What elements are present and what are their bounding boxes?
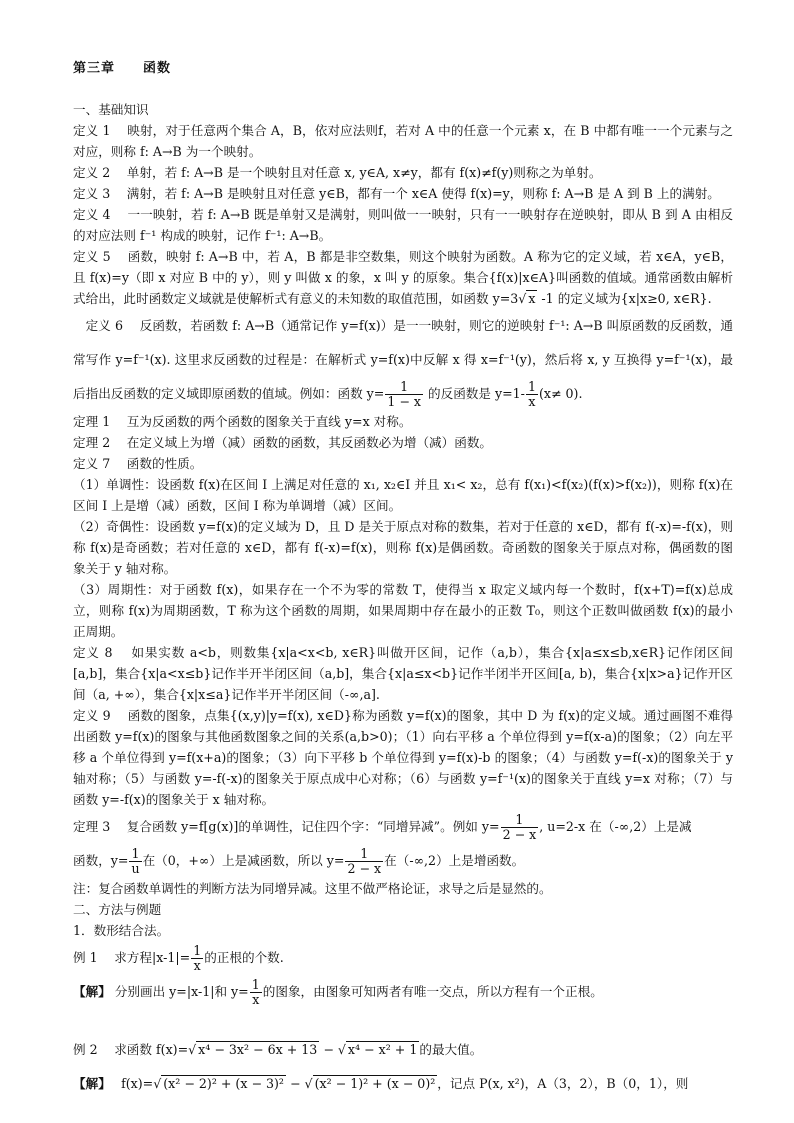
definition-5 (73, 246, 733, 309)
fraction (191, 944, 203, 973)
fraction-denominator: 1 − x (387, 394, 422, 409)
fraction (345, 847, 383, 876)
fraction (385, 380, 423, 409)
fraction-numerator: 1 (345, 847, 383, 862)
fraction (129, 847, 141, 876)
fraction-denominator: 2 − x (502, 827, 537, 842)
property-periodicity: （3）周期性：对于函数 f(x)，如果存在一个不为零的常数 T，使得当 x 取定义域内每一个数时，f(x+T)=f(x)总成立，则称 f(x)为周期函数，T 称为这个函数的周期，如果周期中存在最小的正数 T₀，则这个正数叫做函数 f(x)的最小正周期。 (73, 582, 733, 639)
fraction-numerator: 1 (501, 813, 539, 828)
definition-2: 定义 2 单射，若 f: A→B 是一个映射且对任意 x, y∈A, x≠y，都有 f(x)≠f(y)则称之为单射。 (73, 165, 602, 180)
sqrt-sign: √ (304, 1076, 313, 1091)
example-1-tail: 的正根的个数. (204, 950, 284, 965)
sqrt-radicand: x⁴ − x² + 1 (347, 1042, 418, 1057)
property-parity: （2）奇偶性：设函数 y=f(x)的定义域为 D，且 D 是关于原点对称的数集，若对于任意的 x∈D，都有 f(-x)=-f(x)，则称 f(x)是奇函数；若对任意的 x∈D，都有 f(-x)=f(x)，则称 f(x)是偶函数。奇函数的图象关于原点对称，偶函数的图象关于 y 轴对称。 (73, 519, 733, 576)
minus-sign: − (285, 1076, 305, 1091)
fraction-numerator: 1 (193, 943, 202, 958)
definition-5-tail: -1 的定义域为{x|x≥0, x∈R}. (537, 291, 712, 306)
sqrt-sign: √ (518, 291, 527, 306)
solution-label: 【解】 (73, 984, 111, 999)
fraction (501, 813, 539, 842)
theorem-3-tail: 在（-∞,2）上是增函数。 (384, 853, 525, 868)
example-2 (73, 1033, 733, 1067)
definition-6 (73, 309, 733, 411)
fraction-denominator: x (193, 958, 201, 973)
sqrt-radicand: x (528, 291, 536, 306)
solution-label: 【解】 (73, 1076, 105, 1091)
property-monotonicity: （1）单调性：设函数 f(x)在区间 I 上满足对任意的 x₁, x₂∈I 并且 x₁< x₂，总有 f(x₁)<f(x₂)(f(x)>f(x₂))，则称 f(x)在区间 I 上是增（减）函数，区间 I 称为单调增（减）区间。 (73, 477, 733, 513)
theorem-3-text: 定理 3 复合函数 y=f[g(x)]的单调性，记住四个字：“同增异减”。例如 y= (73, 819, 500, 834)
definition-6-mid: 的反函数是 y=1- (424, 386, 525, 401)
definition-8: 定义 8 如果实数 a<b，则数集{x|a<x<b, x∈R}叫做开区间，记作（a,b），集合{x|a≤x≤b,x∈R}记作闭区间[a,b]，集合{x|a<x≤b}记作半开半闭区间（a,b]，集合{x|a≤x<b}记作半闭半开区间[a, b)，集合{x|x>a}记作开区间（a, +∞），集合{x|x≤a}记作半开半闭区间（-∞,a]. (73, 645, 733, 702)
theorem-3-text-2: 函数，y= (73, 853, 129, 868)
definition-4: 定义 4 一一映射，若 f: A→B 既是单射又是满射，则叫做一一映射，只有一一映射存在逆映射，即从 B 到 A 由相反的对应法则 f⁻¹ 构成的映射，记作 f⁻¹: A→B。 (73, 207, 733, 243)
fraction-denominator: x (528, 394, 536, 409)
spacer (73, 1009, 733, 1033)
method-1-heading: 1．数形结合法。 (73, 923, 170, 938)
definition-3: 定义 3 满射，若 f: A→B 是映射且对任意 y∈B，都有一个 x∈A 使得 f(x)=y，则称 f: A→B 是 A 到 B 上的满射。 (73, 186, 720, 201)
fraction-numerator: 1 (385, 380, 423, 395)
example-1 (73, 941, 733, 975)
chapter-title: 第三章 函数 (73, 61, 172, 76)
example-2-tail: 的最大值。 (419, 1042, 483, 1057)
definition-6-tail: (x≠ 0). (538, 386, 583, 401)
sqrt-sign: √ (153, 1076, 162, 1091)
minus-sign: − (319, 1042, 338, 1057)
solution-1 (73, 975, 733, 1009)
sqrt-radicand: (x² − 1)² + (x − 0)² (314, 1076, 436, 1091)
section-heading-methods: 二、方法与例题 (73, 902, 162, 917)
section-heading-basic: 一、基础知识 (73, 102, 149, 117)
note: 注：复合函数单调性的判断方法为同增异减。这里不做严格论证，求导之后是显然的。 (73, 881, 552, 896)
definition-1: 定义 1 映射，对于任意两个集合 A，B，依对应法则f，若对 A 中的任意一个元素 x，在 B 中都有唯一一个元素与之对应，则称 f: A→B 为一个映射。 (73, 123, 733, 159)
theorem-3-mid: , u=2-x 在（-∞,2）上是减 (539, 819, 692, 834)
definition-6-text: 定义 6 反函数，若函数 f: A→B（通常记作 y=f(x)）是一一映射，则它的逆映射 f⁻¹: A→B 叫原函数的反函数，通常写作 y=f⁻¹(x). 这里求反函数的过程是：在解析式 y=f(x)中反解 x 得 x=f⁻¹(y)，然后将 x, y 互换得 y=f⁻¹(x)，最后指出反函数的定义域即原函数的值域。例如：函数 y= (73, 318, 733, 401)
solution-2-text: f(x)= (104, 1076, 154, 1091)
fraction-numerator: 1 (129, 847, 141, 862)
example-2-text: 例 2 求函数 f(x)= (73, 1042, 189, 1057)
fraction-denominator: u (131, 861, 140, 876)
definition-9: 定义 9 函数的图象，点集{(x,y)|y=f(x), x∈D}称为函数 y=f(x)的图象，其中 D 为 f(x)的定义域。通过画图不难得出函数 y=f(x)的图象与其他函数图象之间的关系(a,b>0)；（1）向右平移 a 个单位得到 y=f(x-a)的图象；（2）向左平移 a 个单位得到 y=f(x+a)的图象；（3）向下平移 b 个单位得到 y=f(x)-b 的图象；（4）与函数 y=f(-x)的图象关于 y 轴对称；（5）与函数 y=-f(-x)的图象关于原点成中心对称；（6）与函数 y=f⁻¹(x)的图象关于直线 y=x 对称；（7）与函数 y=-f(x)的图象关于 x 轴对称。 (73, 708, 733, 807)
fraction-numerator: 1 (251, 977, 260, 992)
sqrt-sign: √ (188, 1042, 197, 1057)
sqrt-radicand: x⁴ − 3x² − 6x + 13 (198, 1042, 318, 1057)
sqrt-radicand: (x² − 2)² + (x − 3)² (163, 1076, 284, 1091)
document-page (73, 58, 733, 1101)
theorem-1: 定理 1 互为反函数的两个函数的图象关于直线 y=x 对称。 (73, 414, 412, 429)
example-1-text: 例 1 求方程|x-1|= (73, 950, 191, 965)
solution-2-tail: ，记点 P(x, x²)，A（3，2），B（0，1），则 (437, 1076, 689, 1091)
definition-7: 定义 7 函数的性质。 (73, 456, 203, 471)
solution-2 (73, 1067, 733, 1101)
fraction-denominator: 2 − x (347, 861, 382, 876)
solution-1-tail: 的图象，由图象可知两者有唯一交点，所以方程有一个正根。 (262, 984, 603, 999)
fraction (526, 380, 538, 409)
fraction-denominator: x (252, 992, 260, 1007)
theorem-3-text-3: 在（0，+∞）上是减函数，所以 y= (142, 853, 345, 868)
theorem-3 (73, 810, 733, 844)
fraction (250, 978, 262, 1007)
theorem-2: 定理 2 在定义域上为增（减）函数的函数，其反函数必为增（减）函数。 (73, 435, 493, 450)
fraction-numerator: 1 (527, 379, 536, 394)
sqrt-sign: √ (337, 1042, 346, 1057)
theorem-3-continued (73, 844, 733, 878)
solution-1-text: 分别画出 y=|x-1|和 y= (110, 984, 249, 999)
definition-5-text: 定义 5 函数，映射 f: A→B 中，若 A，B 都是非空数集，则这个映射为函数。A 称为它的定义域，若 x∈A，y∈B，且 f(x)=y（即 x 对应 B 中的 y），则 y 叫做 x 的象，x 叫 y 的原象。集合{f(x)|x∈A}叫函数的值域。通常函数由解析式给出，此时函数定义域就是使解析式有意义的未知数的取值范围，如函数 y=3 (73, 249, 733, 306)
